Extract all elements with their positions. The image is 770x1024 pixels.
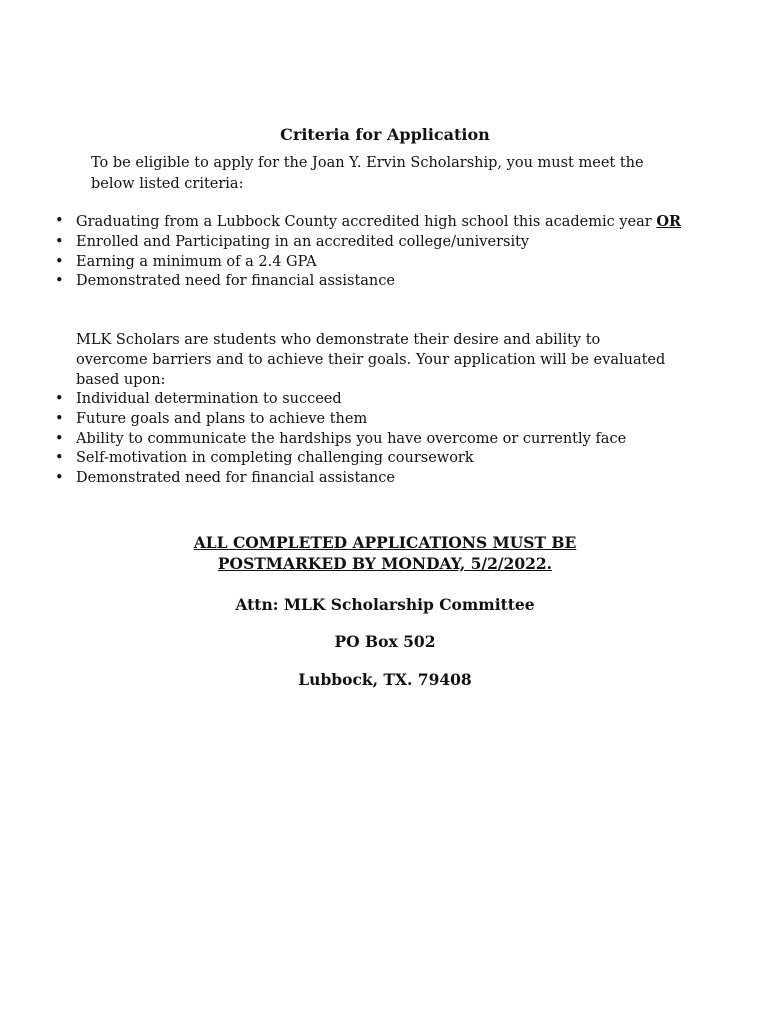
deadline-line-2: POSTMARKED BY MONDAY, 5/2/2022. — [217, 554, 553, 573]
city-line: Lubbock, TX. 79408 — [298, 670, 472, 689]
deadline-line-1: ALL COMPLETED APPLICATIONS MUST BE — [193, 533, 577, 552]
criteria-item-text: Earning a minimum of a 2.4 GPA — [76, 253, 317, 270]
criteria-list — [55, 212, 681, 292]
list-item — [55, 253, 681, 273]
bullet-icon: • — [55, 430, 64, 447]
evaluation-item-text: Ability to communicate the hardships you have overcome or currently face — [76, 430, 627, 447]
attention-line: Attn: MLK Scholarship Committee — [235, 595, 535, 614]
evaluation-item-text: Demonstrated need for financial assistance — [76, 470, 395, 487]
evaluation-item-text: Self-motivation in completing challenging coursework — [76, 450, 474, 467]
deadline-notice — [0, 532, 770, 574]
page-title: Criteria for Application — [280, 125, 490, 144]
list-item — [55, 449, 626, 469]
list-item — [55, 430, 626, 450]
bullet-icon: • — [55, 213, 64, 229]
evaluation-list — [55, 390, 626, 489]
po-box-line: PO Box 502 — [334, 632, 436, 651]
list-item — [55, 410, 626, 430]
bullet-icon: • — [55, 470, 64, 487]
evaluation-item-text: Individual determination to succeed — [76, 391, 342, 407]
bullet-icon: • — [55, 233, 64, 250]
criteria-item-text: Demonstrated need for financial assistance — [76, 273, 395, 290]
list-item — [55, 390, 626, 410]
bullet-icon: • — [55, 253, 64, 270]
bullet-icon: • — [55, 450, 64, 467]
intro-paragraph: To be eligible to apply for the Joan Y. Ervin Scholarship, you must meet the below listed criteria: — [91, 155, 644, 192]
bullet-icon: • — [55, 391, 64, 407]
criteria-or-emphasis: OR — [656, 213, 681, 230]
list-item — [55, 233, 681, 253]
list-item — [55, 272, 681, 292]
bullet-icon: • — [55, 410, 64, 427]
evaluation-item-text: Future goals and plans to achieve them — [76, 410, 368, 427]
criteria-item-text: Enrolled and Participating in an accredited college/university — [76, 233, 530, 250]
list-item — [55, 212, 681, 233]
scholars-paragraph: MLK Scholars are students who demonstrate their desire and ability to overcome barriers and to achieve their goals. Your application will be evaluated based upon: — [76, 332, 666, 388]
bullet-icon: • — [55, 273, 64, 290]
criteria-item-text: Graduating from a Lubbock County accredited high school this academic year — [76, 214, 652, 230]
list-item — [55, 469, 626, 489]
